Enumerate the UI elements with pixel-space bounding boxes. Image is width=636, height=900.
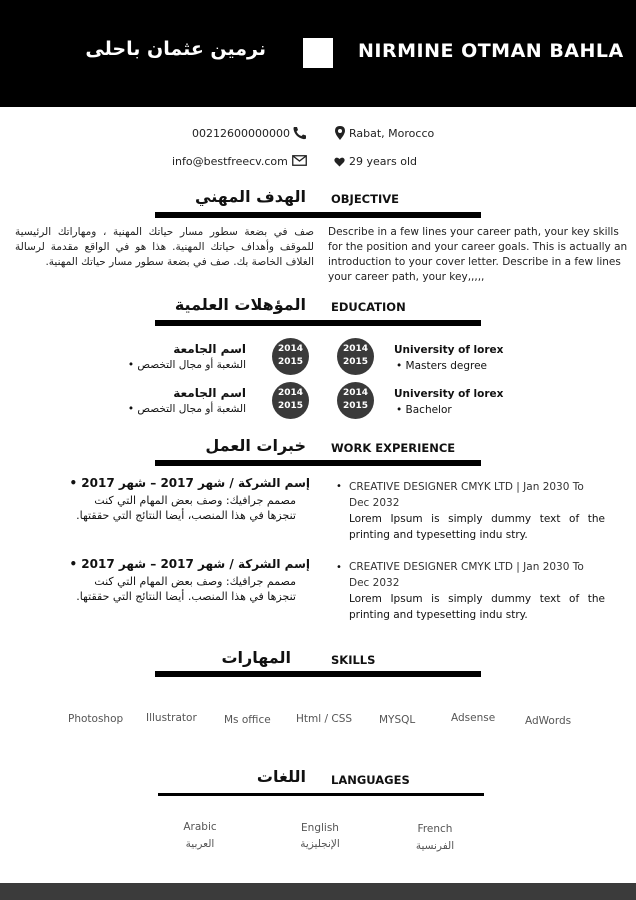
age-text: 29 years old	[349, 155, 418, 168]
languages-title-en: LANGUAGES	[331, 773, 410, 787]
work-title-ar: خبرات العمل	[205, 436, 306, 455]
edu-ar-sub: الشعبة أو مجال التخصص •	[127, 403, 246, 415]
skill-item: MYSQL	[379, 714, 416, 726]
skill-item: AdWords	[525, 715, 572, 727]
job-en-desc: Lorem Ipsum is simply dummy text of the printing and typesetting indu stry.	[349, 593, 605, 621]
email-address: info@bestfreecv.com	[172, 155, 288, 168]
language-en: Arabic	[183, 821, 217, 833]
languages-title-ar: اللغات	[256, 767, 306, 786]
job-en-desc: Lorem Ipsum is simply dummy text of the printing and typesetting indu stry.	[349, 513, 605, 541]
skills-title-en: SKILLS	[331, 653, 376, 667]
edu-ar-sub: الشعبة أو مجال التخصص •	[127, 359, 246, 371]
year-badge: 2014 2015	[272, 338, 309, 375]
education-divider	[155, 320, 481, 326]
language-ar: العربية	[185, 838, 215, 850]
edu-ar-title: اسم الجامعة	[173, 342, 246, 356]
name-english: NIRMINE OTMAN BAHLA	[358, 40, 624, 62]
photo-placeholder	[303, 38, 333, 68]
heart-icon	[334, 157, 345, 169]
job-ar-title: إسم الشركة / شهر 2017 – شهر 2017 •	[69, 476, 310, 490]
job-ar-desc: مصمم جرافيك: وصف بعض المهام التي كنت تنجزها في هذا المنصب، أيضا النتائج التي حققتها.	[76, 494, 296, 522]
year-badge: 2014 2015	[272, 382, 309, 419]
languages-divider	[158, 793, 484, 796]
language-en: French	[417, 823, 453, 835]
footer-band	[0, 883, 636, 900]
skill-item: Ms office	[224, 714, 271, 726]
job-en-title: CREATIVE DESIGNER CMYK LTD | Jan 2030 To Dec 2032	[349, 561, 584, 589]
envelope-icon	[292, 155, 307, 168]
year-badge: 2014 2015	[337, 338, 374, 375]
job-en-title: CREATIVE DESIGNER CMYK LTD | Jan 2030 To Dec 2032	[349, 481, 584, 509]
work-title-en: WORK EXPERIENCE	[331, 441, 456, 455]
skill-item: Html / CSS	[296, 713, 353, 725]
edu-ar-title: اسم الجامعة	[173, 386, 246, 400]
location-text: Rabat, Morocco	[349, 127, 435, 140]
phone-icon	[292, 126, 308, 142]
bullet: •	[336, 481, 342, 492]
skills-title-ar: المهارات	[221, 648, 291, 667]
map-pin-icon	[335, 126, 345, 142]
education-title-ar: المؤهلات العلمية	[174, 295, 306, 314]
job-ar-desc: مصمم جرافيك: وصف بعض المهام التي كنت تنجزها في هذا المنصب. أيضا النتائج التي حققتها.	[76, 575, 296, 603]
job-ar-title: إسم الشركة / شهر 2017 – شهر 2017 •	[69, 557, 310, 571]
language-ar: الإنجليزية	[300, 838, 340, 850]
language-en: English	[301, 822, 339, 834]
skills-divider	[155, 671, 481, 677]
name-arabic: نرمين عثمان باحلى	[85, 38, 266, 60]
objective-text-en: Describe in a few lines your career path, your key skills for the position and your career goals. This is actually an introduction to your cover letter. Describe in a few lines your career path, your key,,,,,	[328, 226, 628, 283]
objective-text-ar: صف في بضعة سطور مسار حياتك المهنية ، ومهاراتك الرئيسية للموقف وأهداف حياتك المهنية. هذا هو في الواقع مقدمة لرسالة الغلاف الخاصة بك. صف في بضعة سطور مسار حياتك المهنية.	[15, 226, 314, 268]
bullet: •	[336, 562, 342, 573]
education-title-en: EDUCATION	[331, 300, 406, 314]
work-divider	[155, 460, 481, 466]
objective-title-ar: الهدف المهني	[195, 187, 306, 206]
skill-item: Adsense	[451, 712, 496, 724]
edu-en-sub: • Bachelor	[396, 404, 452, 416]
edu-en-title: University of lorex	[394, 388, 504, 400]
edu-en-sub: • Masters degree	[396, 360, 487, 372]
edu-en-title: University of lorex	[394, 344, 504, 356]
skill-item: Photoshop	[68, 713, 124, 725]
phone-number: 00212600000000	[192, 127, 290, 140]
language-ar: الفرنسية	[415, 840, 455, 852]
year-badge: 2014 2015	[337, 382, 374, 419]
objective-divider	[155, 212, 481, 218]
objective-title-en: OBJECTIVE	[331, 192, 399, 206]
skill-item: Illustrator	[146, 712, 197, 724]
